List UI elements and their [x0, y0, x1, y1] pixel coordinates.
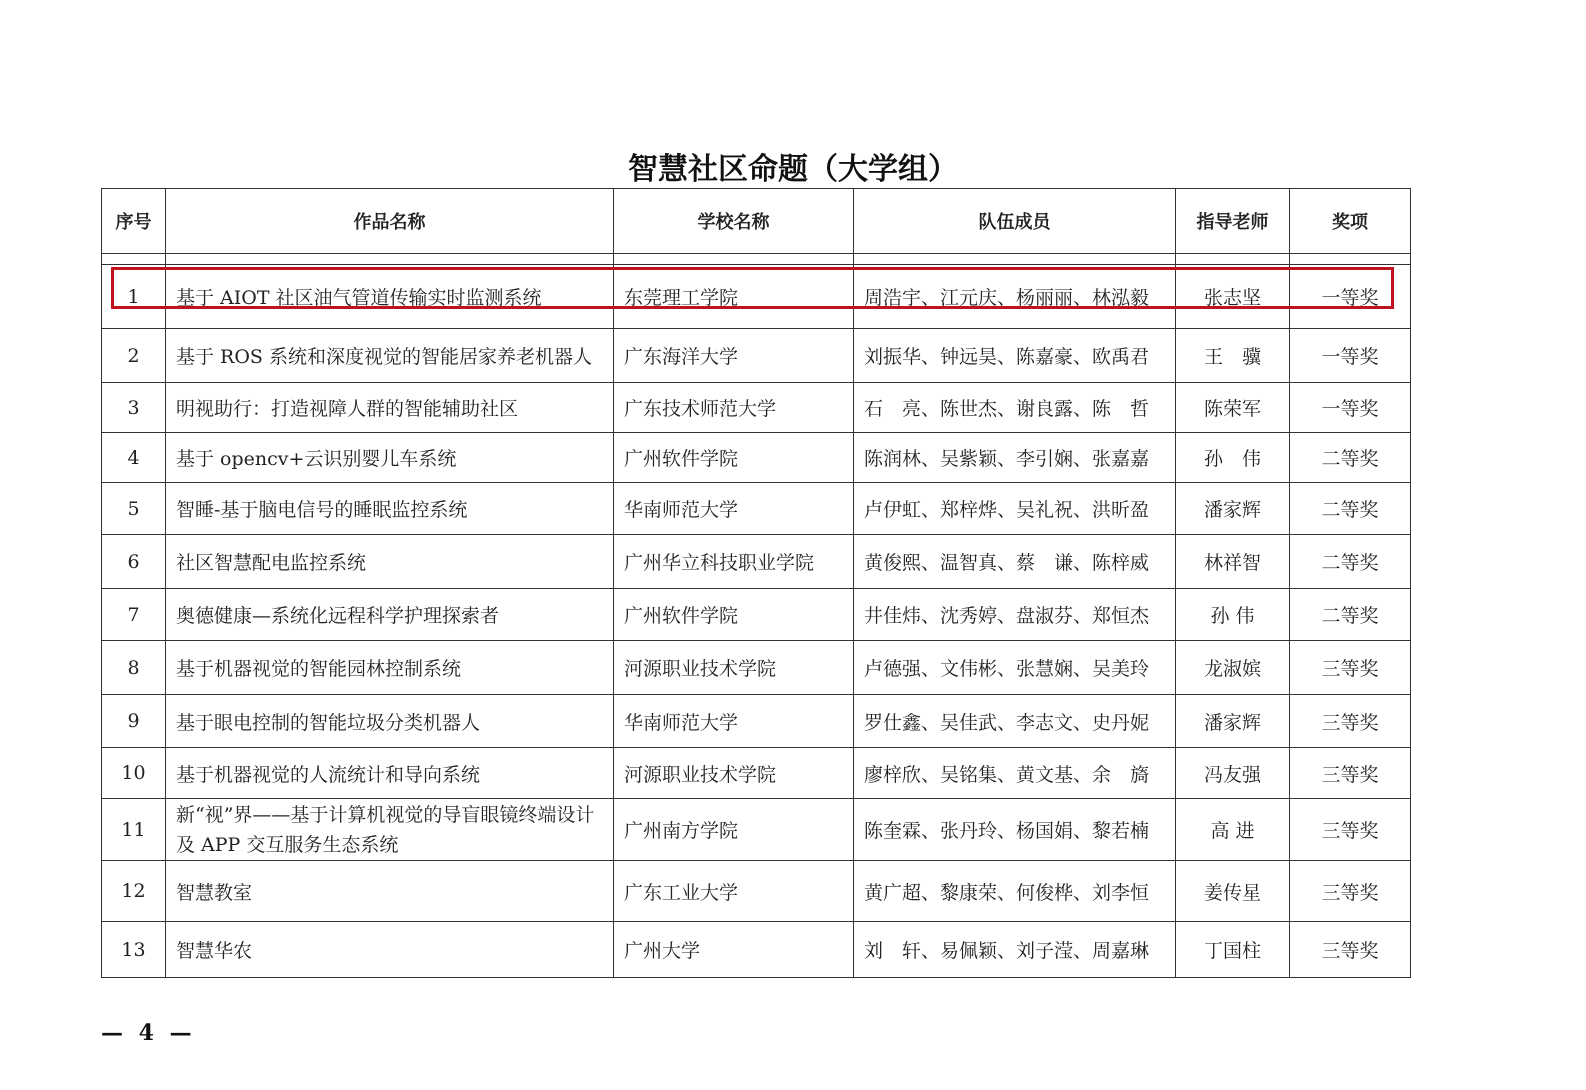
- cell-advisor: 冯友强: [1176, 748, 1290, 799]
- cell-index: 11: [102, 799, 166, 861]
- cell-school: 华南师范大学: [614, 483, 854, 535]
- spacer-cell: [1290, 254, 1411, 265]
- table-row: [102, 589, 1411, 641]
- cell-work: 基于眼电控制的智能垃圾分类机器人: [166, 695, 614, 748]
- cell-index: 2: [102, 329, 166, 383]
- spacer-cell: [102, 254, 166, 265]
- cell-index: 10: [102, 748, 166, 799]
- spacer-cell: [614, 254, 854, 265]
- cell-members: 黄俊熙、温智真、蔡 谦、陈梓威: [854, 535, 1176, 589]
- cell-index: 6: [102, 535, 166, 589]
- cell-advisor: 龙淑嫔: [1176, 641, 1290, 695]
- cell-school: 华南师范大学: [614, 695, 854, 748]
- cell-advisor: 张志坚: [1176, 265, 1290, 329]
- awards-table: [101, 188, 1411, 978]
- cell-school: 河源职业技术学院: [614, 748, 854, 799]
- cell-school: 广东工业大学: [614, 861, 854, 922]
- cell-advisor: 姜传星: [1176, 861, 1290, 922]
- cell-members: 卢德强、文伟彬、张慧娴、吴美玲: [854, 641, 1176, 695]
- page-number: — 4 —: [101, 1020, 196, 1046]
- cell-advisor: 孙 伟: [1176, 433, 1290, 483]
- table-row: [102, 695, 1411, 748]
- header-school: 学校名称: [614, 189, 854, 254]
- cell-members: 石 亮、陈世杰、谢良露、陈 哲: [854, 383, 1176, 433]
- cell-advisor: 孙 伟: [1176, 589, 1290, 641]
- cell-index: 1: [102, 265, 166, 329]
- table-row: [102, 641, 1411, 695]
- table-row: [102, 748, 1411, 799]
- cell-work: 智慧教室: [166, 861, 614, 922]
- cell-school: 河源职业技术学院: [614, 641, 854, 695]
- cell-members: 周浩宇、江元庆、杨丽丽、林泓毅: [854, 265, 1176, 329]
- cell-school: 广州南方学院: [614, 799, 854, 861]
- cell-advisor: 潘家辉: [1176, 483, 1290, 535]
- cell-members: 刘振华、钟远昊、陈嘉豪、欧禹君: [854, 329, 1176, 383]
- cell-school: 广州软件学院: [614, 433, 854, 483]
- spacer-cell: [1176, 254, 1290, 265]
- cell-index: 13: [102, 922, 166, 978]
- cell-award: 一等奖: [1290, 383, 1411, 433]
- table-row: [102, 535, 1411, 589]
- cell-work: 基于机器视觉的人流统计和导向系统: [166, 748, 614, 799]
- cell-work: 社区智慧配电监控系统: [166, 535, 614, 589]
- cell-award: 三等奖: [1290, 861, 1411, 922]
- cell-members: 卢伊虹、郑梓烨、吴礼祝、洪昕盈: [854, 483, 1176, 535]
- table-row: [102, 861, 1411, 922]
- cell-school: 东莞理工学院: [614, 265, 854, 329]
- cell-award: 三等奖: [1290, 922, 1411, 978]
- cell-school: 广东技术师范大学: [614, 383, 854, 433]
- page-title: 智慧社区命题（大学组）: [628, 152, 958, 187]
- cell-award: 三等奖: [1290, 695, 1411, 748]
- table-row: [102, 329, 1411, 383]
- header-members: 队伍成员: [854, 189, 1176, 254]
- cell-index: 7: [102, 589, 166, 641]
- cell-members: 廖梓欣、吴铭集、黄文基、余 旖: [854, 748, 1176, 799]
- header-index: 序号: [102, 189, 166, 254]
- cell-index: 3: [102, 383, 166, 433]
- cell-advisor: 林祥智: [1176, 535, 1290, 589]
- table-header-row: [102, 189, 1411, 254]
- cell-advisor: 陈荣军: [1176, 383, 1290, 433]
- cell-award: 二等奖: [1290, 535, 1411, 589]
- spacer-cell: [166, 254, 614, 265]
- cell-index: 9: [102, 695, 166, 748]
- cell-award: 二等奖: [1290, 589, 1411, 641]
- cell-work: 奥德健康—系统化远程科学护理探索者: [166, 589, 614, 641]
- table-row: [102, 922, 1411, 978]
- cell-index: 5: [102, 483, 166, 535]
- cell-award: 二等奖: [1290, 433, 1411, 483]
- cell-members: 刘 轩、易佩颖、刘子滢、周嘉琳: [854, 922, 1176, 978]
- table-row: [102, 265, 1411, 329]
- cell-award: 二等奖: [1290, 483, 1411, 535]
- header-advisor: 指导老师: [1176, 189, 1290, 254]
- cell-work: 智睡-基于脑电信号的睡眠监控系统: [166, 483, 614, 535]
- cell-work: 新“视”界——基于计算机视觉的导盲眼镜终端设计及 APP 交互服务生态系统: [166, 799, 614, 861]
- cell-work: 明视助行：打造视障人群的智能辅助社区: [166, 383, 614, 433]
- cell-work: 基于机器视觉的智能园林控制系统: [166, 641, 614, 695]
- cell-index: 8: [102, 641, 166, 695]
- cell-award: 三等奖: [1290, 748, 1411, 799]
- table-row: [102, 433, 1411, 483]
- cell-members: 罗仕鑫、吴佳武、李志文、史丹妮: [854, 695, 1176, 748]
- cell-index: 4: [102, 433, 166, 483]
- cell-school: 广州华立科技职业学院: [614, 535, 854, 589]
- cell-index: 12: [102, 861, 166, 922]
- cell-work: 基于 AIOT 社区油气管道传输实时监测系统: [166, 265, 614, 329]
- cell-award: 一等奖: [1290, 265, 1411, 329]
- table-row: [102, 383, 1411, 433]
- cell-work: 基于 ROS 系统和深度视觉的智能居家养老机器人: [166, 329, 614, 383]
- cell-members: 井佳炜、沈秀婷、盘淑芬、郑恒杰: [854, 589, 1176, 641]
- cell-work: 智慧华农: [166, 922, 614, 978]
- cell-members: 陈润林、吴紫颖、李引娴、张嘉嘉: [854, 433, 1176, 483]
- cell-school: 广州软件学院: [614, 589, 854, 641]
- cell-advisor: 潘家辉: [1176, 695, 1290, 748]
- cell-advisor: 王 骥: [1176, 329, 1290, 383]
- cell-school: 广东海洋大学: [614, 329, 854, 383]
- cell-school: 广州大学: [614, 922, 854, 978]
- cell-award: 一等奖: [1290, 329, 1411, 383]
- header-spacer-row: [102, 254, 1411, 265]
- header-work: 作品名称: [166, 189, 614, 254]
- cell-work: 基于 opencv+云识别婴儿车系统: [166, 433, 614, 483]
- cell-members: 黄广超、黎康荣、何俊桦、刘李恒: [854, 861, 1176, 922]
- spacer-cell: [854, 254, 1176, 265]
- table-row: [102, 799, 1411, 861]
- cell-advisor: 高 进: [1176, 799, 1290, 861]
- table-row: [102, 483, 1411, 535]
- cell-advisor: 丁国柱: [1176, 922, 1290, 978]
- cell-award: 三等奖: [1290, 799, 1411, 861]
- cell-award: 三等奖: [1290, 641, 1411, 695]
- cell-members: 陈奎霖、张丹玲、杨国娟、黎若楠: [854, 799, 1176, 861]
- header-award: 奖项: [1290, 189, 1411, 254]
